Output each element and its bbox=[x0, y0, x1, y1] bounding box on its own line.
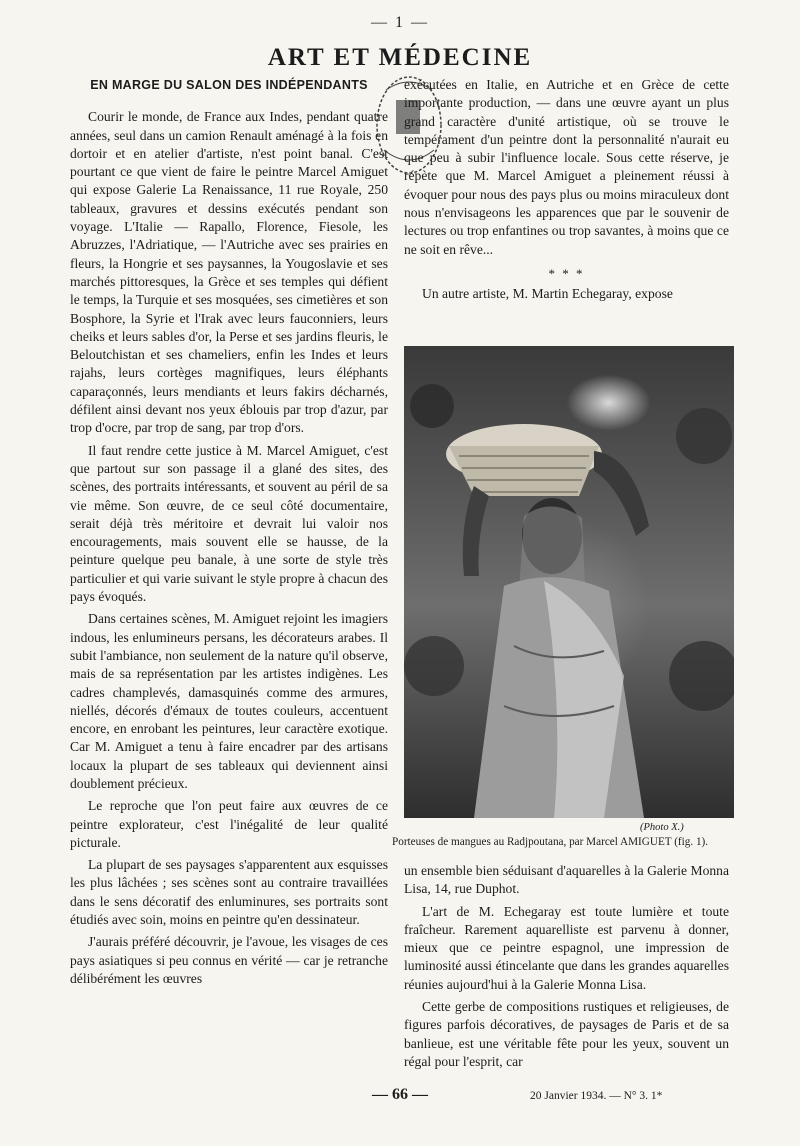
paragraph: L'art de M. Echegaray est toute lumière et toute fraîcheur. Rarement aquarelliste est parvenu à donner, mieux que ce peintre espagnol, une impression de luminosité aussi étincelante que dans les grandes aquarelles réunies aujourd'hui à la Galerie Monna Lisa. bbox=[404, 903, 729, 992]
right-column-top bbox=[404, 76, 729, 308]
photo-credit: (Photo X.) bbox=[640, 822, 684, 833]
paragraph: un ensemble bien séduisant d'aquarelles à la Galerie Monna Lisa, 14, rue Duphot. bbox=[404, 863, 729, 897]
page-number: — 1 — bbox=[371, 14, 429, 31]
woman-carrying-basket-icon bbox=[404, 346, 734, 818]
painting-illustration bbox=[404, 346, 734, 818]
article-subtitle: EN MARGE DU SALON DES INDÉPENDANTS bbox=[90, 78, 368, 92]
footer-page-number: — 66 — bbox=[372, 1086, 428, 1103]
paragraph: Cette gerbe de compositions rustiques et religieuses, de figures parfois décoratives, de paysages de Paris et de sa banlieue, est une véritable fête pour les yeux, souvent un régal pour l'esprit, car bbox=[404, 999, 729, 1069]
paragraph: Il faut rendre cette justice à M. Marcel Amiguet, c'est que partout sur son passage il a glané des sites, des scènes, des portraits intéressants, et souvent au péril de sa vie même. Son œuvre, de ce seul côté documentaire, serait déjà très méritoire et devrait lui valoir nos encouragements, mais souvent elle se hausse, de la peinture quelque peu banale, à une sorte de style très particulier et qui varie suivant le style propre à chacun des pays évoqués. bbox=[70, 442, 388, 605]
figure-caption: Porteuses de mangues au Radjpoutana, par Marcel AMIGUET (fig. 1). bbox=[392, 836, 709, 848]
paragraph: Courir le monde, de France aux Indes, pendant quatre années, seul dans un camion Renault aménagé à la fois en dortoir et en atelier d'artiste, n'est point banal. C'est pourtant ce que vient de faire le peintre Marcel Amiguet qui expose Galerie La Renaissance, 11 rue Royale, 250 tableaux, gravures et dessins exécutés pendant son voyage. L'Italie — Rapallo, Florence, Fiesole, les Abruzzes, l'Adriatique, — l'Autriche avec ses prairies en fleurs, la Hongrie et ses paysannes, la Yougoslavie et ses marchés pittoresques, la Grèce et ses temples qui défient le temps, la Turquie et ses mosquées, ses cimetières et son Bosphore, la Syrie et l'Irak avec leurs fauconniers, leurs cheiks et leurs sables d'or, la Perse et ses jardins fleuris, le Beloutchistan et ses chameliers, enfin les Indes et leurs rajahs, leurs cortèges magnifiques, leurs éléphants caparaçonnés, leurs mendiants et leurs fakirs décharnés, défilent ainsi devant nos yeux éblouis par trop d'azur, par trop d'ocre, par trop de sang, par trop d'ors. bbox=[70, 109, 388, 436]
paragraph: Le reproche que l'on peut faire aux œuvres de ce peintre explorateur, c'est l'inégalité de leur qualité picturale. bbox=[70, 798, 388, 850]
right-column-bottom bbox=[404, 862, 729, 1075]
paragraph: Un autre artiste, M. Martin Echegaray, expose bbox=[422, 286, 673, 302]
footer-issue-date: 20 Janvier 1934. — N° 3. 1* bbox=[530, 1090, 663, 1102]
paragraph: La plupart de ses paysages s'apparentent aux esquisses les plus lâchées ; ses scènes sont au contraire travaillées dans le sens décoratif des enluminures, ses portraits sont étudiés avec soin, moins en peintre qu'en dessinateur. bbox=[70, 857, 388, 928]
left-column bbox=[70, 76, 388, 992]
paragraph: J'aurais préféré découvrir, je l'avoue, les visages de ces pays asiatiques si peu connus en vérité — car je retranche délibérément les œuvres bbox=[70, 934, 388, 986]
paragraph: Dans certaines scènes, M. Amiguet rejoint les imagiers indous, les enlumineurs persans, les décorateurs arabes. Il subit l'ambiance, non seulement de la nature qu'il observe, mais de sa représentation par les artistes indigènes. Les cadres champlevés, damasquinés comme des armures, niellés, décorés d'émaux de toutes couleurs, accentuent encore, en enrobant les peintures, leur caractère exotique. Car M. Amiguet a tenu à faire encadrer par des artisans locaux la plupart de ses tableaux qui deviennent ainsi doublement précieux. bbox=[70, 611, 388, 791]
article-title: ART ET MÉDECINE bbox=[267, 44, 533, 71]
section-separator: * * * bbox=[548, 265, 585, 281]
paragraph: exécutées en Italie, en Autriche et en Grèce de cette importante production, — dans une œuvre ayant un plus grand caractère d'unité artistique, où se trouve le tempérament d'un peintre dont la personnalité n'aurait eu que peu à subir l'influence locale. Sous cette réserve, je répète que M. Marcel Amiguet a pleinement réussi à évoquer pour nous des pays plus ou moins miraculeux dont nous n'envisageons les apparences que par le souvenir de lectures ou trop enfantines ou trop savantes, à moins que ce ne soit en rêve... bbox=[404, 77, 729, 257]
